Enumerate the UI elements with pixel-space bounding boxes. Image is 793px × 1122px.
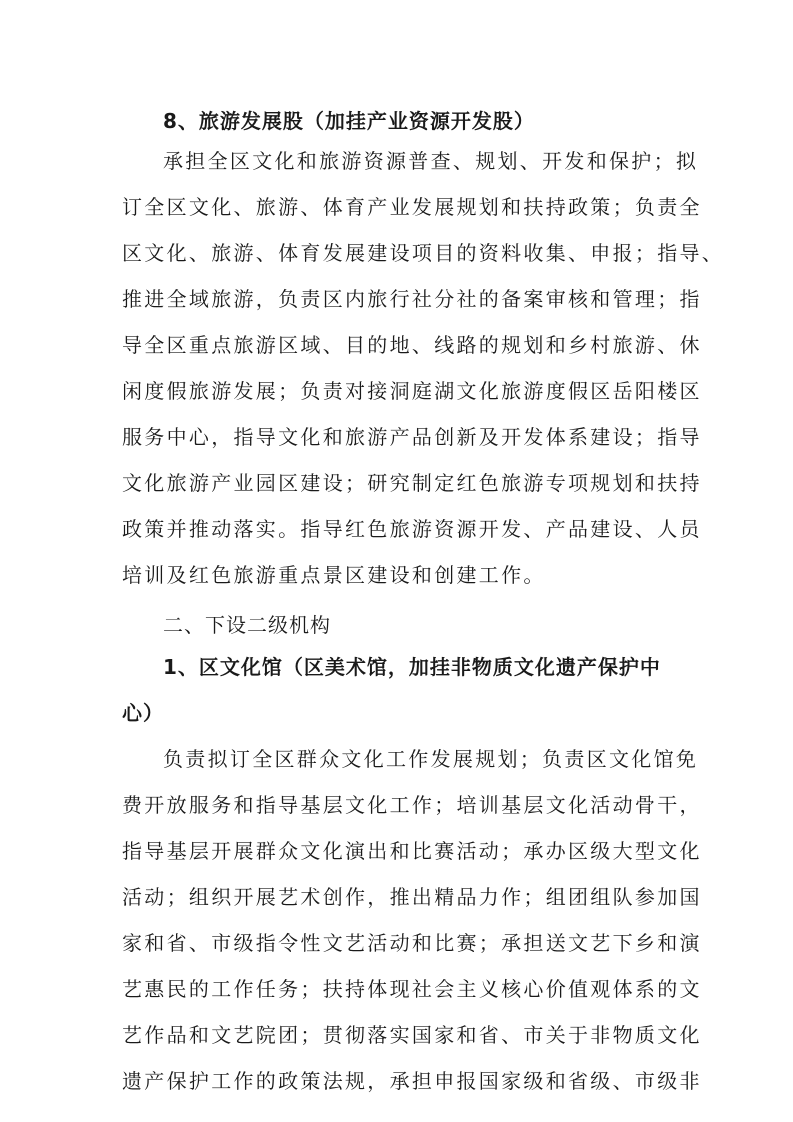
paragraph-line: 服务中心，指导文化和旅游产品创新及开发体系建设；指导 bbox=[122, 425, 702, 449]
section-heading-tourism-development: 8、旅游发展股（加挂产业资源开发股） bbox=[163, 109, 535, 133]
paragraph-line: 闲度假旅游发展；负责对接洞庭湖文化旅游度假区岳阳楼区 bbox=[122, 379, 702, 403]
section-heading-secondary-institutions: 二、下设二级机构 bbox=[163, 613, 331, 637]
subsection-heading-cultural-center-cont: 心） bbox=[122, 701, 164, 725]
paragraph-line: 培训及红色旅游重点景区建设和创建工作。 bbox=[122, 563, 546, 587]
paragraph-line: 艺惠民的工作任务；扶持体现社会主义核心价值观体系的文 bbox=[122, 977, 702, 1001]
paragraph-line: 艺作品和文艺院团；贯彻落实国家和省、市关于非物质文化 bbox=[122, 1023, 702, 1047]
subsection-heading-cultural-center: 1、区文化馆（区美术馆，加挂非物质文化遗产保护中 bbox=[163, 655, 661, 679]
paragraph-line: 导全区重点旅游区域、目的地、线路的规划和乡村旅游、休 bbox=[122, 333, 702, 357]
paragraph-line: 费开放服务和指导基层文化工作；培训基层文化活动骨干， bbox=[122, 793, 702, 817]
paragraph-line: 活动；组织开展艺术创作，推出精品力作；组团组队参加国 bbox=[122, 885, 702, 909]
paragraph-line: 政策并推动落实。指导红色旅游资源开发、产品建设、人员 bbox=[122, 517, 702, 541]
paragraph-line: 指导基层开展群众文化演出和比赛活动；承办区级大型文化 bbox=[122, 839, 702, 863]
paragraph-line: 区文化、旅游、体育发展建设项目的资料收集、申报；指导、 bbox=[122, 241, 725, 265]
paragraph-line: 推进全域旅游，负责区内旅行社分社的备案审核和管理；指 bbox=[122, 287, 702, 311]
paragraph-line: 订全区文化、旅游、体育产业发展规划和扶持政策；负责全 bbox=[122, 195, 702, 219]
paragraph-line: 负责拟订全区群众文化工作发展规划；负责区文化馆免 bbox=[163, 747, 699, 771]
paragraph-line: 家和省、市级指令性文艺活动和比赛；承担送文艺下乡和演 bbox=[122, 931, 702, 955]
paragraph-line: 承担全区文化和旅游资源普查、规划、开发和保护；拟 bbox=[163, 149, 699, 173]
paragraph-line: 文化旅游产业园区建设；研究制定红色旅游专项规划和扶持 bbox=[122, 471, 702, 495]
paragraph-line: 遗产保护工作的政策法规，承担申报国家级和省级、市级非 bbox=[122, 1069, 702, 1093]
